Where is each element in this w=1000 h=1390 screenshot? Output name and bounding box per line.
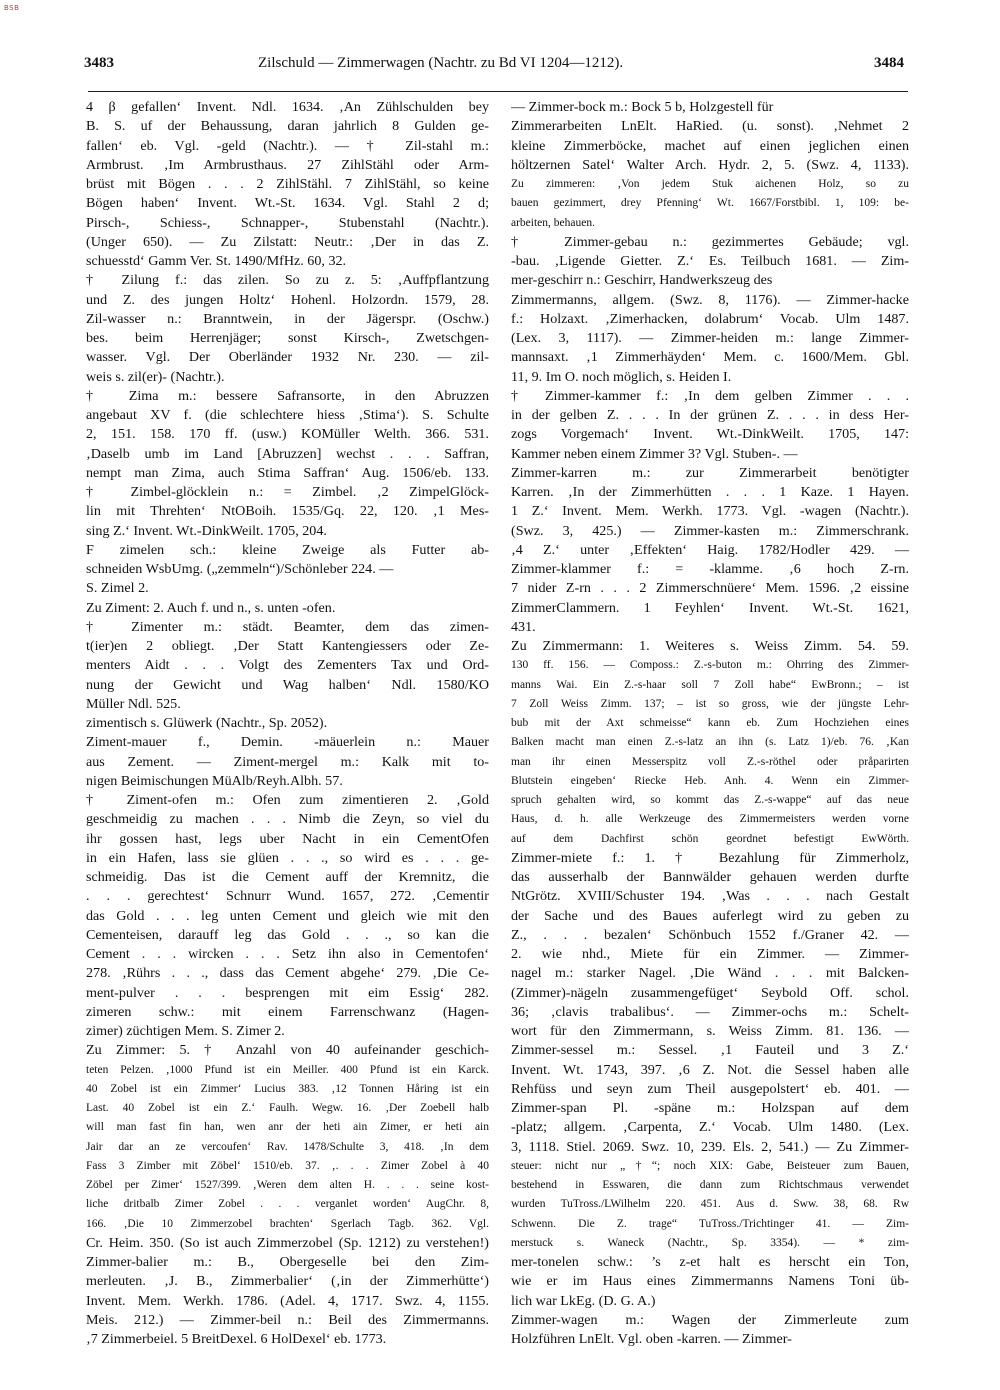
- text-line: nigen Beimischungen MüAlb/Reyh.Albh. 57.: [86, 772, 343, 789]
- text-line: höltzernen Satel‘ Walter Arch. Hydr. 2, 5. (Swz. 4, 1133).: [511, 156, 909, 173]
- text-line: will man fast fin han, wen anr der heti ain Zimer, er heti ain: [86, 1121, 489, 1134]
- text-line: wort für den Zimmermann, s. Weiss Zimm. 81. 136. —: [511, 1023, 909, 1039]
- text-line: wurden TuTross./LWilhelm 220. 451. Aus d. Sww. 38, 68. Rw: [511, 1198, 909, 1211]
- text-line: in der gelben Z. . . . In der grünen Z. . . . in dess Her-: [511, 407, 909, 423]
- text-line: -platz; allgem. ‚Carpenta, Z.‘ Vocab. Ulm 1480. (Lex.: [511, 1119, 909, 1136]
- text-line: 2. wie nhd., Miete für ein Zimmer. — Zimmer-: [511, 946, 909, 962]
- text-line: (Lex. 3, 1117). — Zimmer-heiden m.: lange Zimmer-: [511, 330, 909, 346]
- running-title: Zilschuld — Zimmerwagen (Nachtr. zu Bd VI 1204—1212).: [258, 55, 624, 71]
- text-line: Zu Ziment: 2. Auch f. und n., s. unten -ofen.: [86, 599, 336, 616]
- text-line: Zil-wasser n.: Branntwein, in der Jägerspr. (Oschw.): [86, 310, 489, 327]
- text-line: teten Pelzen. ‚1000 Pfund ist ein Meiller. 400 Pfund ist ein Karck.: [86, 1063, 489, 1076]
- text-line: 130 ff. 156. — Composs.: Z.-s-buton m.: Ohrring des Zimmer-: [511, 659, 909, 672]
- text-line: nempt man Zima, auch Stima Saffran‘ Aug. 1506/eb. 133.: [86, 464, 489, 481]
- text-line: f.: Holzaxt. ‚Zimerhacken, dolabrum‘ Vocab. Ulm 1487.: [511, 310, 909, 327]
- text-line: † Zimmer-gebau n.: gezimmertes Gebäude; vgl.: [511, 233, 909, 250]
- text-line: Zimmer-span Pl. -späne m.: Holzspan auf dem: [511, 1100, 909, 1116]
- text-line: Rehfüss und seyn zum Theil ausgepolstert‘ eb. 401. —: [511, 1080, 909, 1097]
- text-line: 7 Zoll Weiss Zimm. 137; – ist so gross, wie der jüngste Lehr-: [511, 697, 909, 710]
- text-line: Haus, d. h. alle Werkzeuge des Zimmermeisters werden vorne: [511, 813, 909, 826]
- text-line: bestehend in Esswaren, die dann zum Richtschmaus verwendet: [511, 1179, 909, 1191]
- text-line: Cementeisen, darauff leg das Gold . . ., so kan die: [86, 926, 489, 943]
- text-line: Zöbel per Zimer‘ 1527/399. ‚Weren dem alten H. . . . seine kost-: [86, 1179, 489, 1191]
- text-line: Zu Zimmermann: 1. Weiteres s. Weiss Zimm. 54. 59.: [511, 638, 909, 654]
- text-line: 1 Z.‘ Invent. Mem. Werkh. 1773. Vgl. -wagen (Nachtr.).: [511, 503, 909, 520]
- text-line: der Sache und des Baues auferlegt wird zu geben zu: [511, 907, 909, 924]
- text-line: bauen gezimmert, drey Pfenning‘ Wt. 1667/Forstbibl. 1, 109: be-: [511, 197, 909, 210]
- text-line: ‚7 Zimmerbeiel. 5 BreitDexel. 6 HolDexel‘ eb. 1773.: [86, 1331, 387, 1347]
- text-line: Zimmer-wagen m.: Wagen der Zimmerleute zum: [511, 1311, 909, 1328]
- text-line: in ein Hafen, lass sie glüen . . ., so wird es . . . ge-: [86, 849, 489, 866]
- text-line: Last. 40 Zobel ist ein Z.‘ Faulh. Wegw. 16. ‚Der Zoebell halb: [86, 1102, 489, 1114]
- text-line: Schwenn. Die Z. trage“ TuTross./Trichtinger 41. — Zim-: [511, 1217, 909, 1230]
- text-line: Zimmer-balier m.: B., Obergeselle bei den Zim-: [86, 1254, 489, 1270]
- text-line: nagel m.: starker Nagel. ‚Die Wänd . . . mit Balcken-: [511, 965, 909, 982]
- text-line: sing Z.‘ Invent. Wt.-DinkWeilt. 1705, 204.: [86, 522, 327, 539]
- text-line: nung der Gewicht und Wag halben‘ Ndl. 1580/KO: [86, 676, 489, 693]
- text-line: bub mit der Axt schmeisse“ kann eb. Zum Hochziehen eines: [511, 717, 909, 729]
- text-line: spruch gehalten wird, so kommt das Z.-s-wappe“ auf das neue: [511, 794, 909, 806]
- text-line: † Ziment-ofen m.: Ofen zum zimentieren 2. ‚Gold: [86, 792, 489, 808]
- text-line: 278. ‚Rührs . . ., dass das Cement abgehe‘ 279. ‚Die Ce-: [86, 965, 489, 982]
- text-line: Zu Zimmer: 5. † Anzahl von 40 aufeinander geschich-: [86, 1042, 489, 1059]
- text-line: Balken macht man einen Z.-s-latz an ihn (s. Latz 1)/eb. 76. ‚Kan: [511, 736, 909, 749]
- text-line: Bögen haben‘ Invent. Wt.-St. 1634. Vgl. Stahl 2 d;: [86, 195, 489, 212]
- text-line: (Unger 650). — Zu Zilstatt: Neutr.: ‚Der in das Z.: [86, 233, 489, 250]
- text-line: und Z. des jungen Holtz‘ Hohenl. Holzordn. 1579, 28.: [86, 291, 489, 308]
- text-line: F zimelen sch.: kleine Zweige als Futter ab-: [86, 541, 489, 558]
- text-line: schmeidig. Das ist die Cement auff der Kremnitz, die: [86, 869, 489, 885]
- text-line: man ihr einen Messerspitz voll Z.-s-röthel oder pråparirten: [511, 755, 909, 768]
- text-line: lich war LkEg. (D. G. A.): [511, 1292, 656, 1309]
- text-line: Ziment-mauer f., Demin. -mäuerlein n.: Mauer: [86, 734, 489, 751]
- text-line: — Zimmer-bock m.: Bock 5 b, Holzgestell für: [511, 99, 774, 115]
- text-line: Meis. 212.) — Zimmer-beil n.: Beil des Zimmermanns.: [86, 1311, 489, 1328]
- text-line: bes. beim Herrenjäger; sonst Kirsch-, Zwetschgen-: [86, 330, 489, 346]
- text-line: 431.: [511, 618, 536, 635]
- text-line: Blutstein eingeben‘ Riecke Heb. Anh. 4. Wenn ein Zimmer-: [511, 774, 909, 787]
- text-line: Jair dar an ze vercoufen‘ Rav. 1478/Schulte 3, 418. ‚In dem: [86, 1140, 489, 1153]
- text-line: (Swz. 3, 425.) — Zimmer-kasten m.: Zimmerschrank.: [511, 522, 909, 539]
- text-line: 11, 9. Im O. noch möglich, s. Heiden I.: [511, 368, 732, 385]
- text-line: liche dritbalb Zimer Zobel . . . verganlet worden‘ AugChr. 8,: [86, 1198, 489, 1211]
- right-column: [511, 98, 909, 1349]
- text-line: NtGrötz. XVIII/Schuster 194. ‚Was . . . nach Gestalt: [511, 888, 909, 905]
- text-line: Kammer neben einem Zimmer 3? Vgl. Stuben-. —: [511, 445, 798, 462]
- text-line: 2, 151. 158. 170 ff. (usw.) KOMüller Welth. 366. 531.: [86, 426, 489, 443]
- text-line: fallen‘ eb. Vgl. -geld (Nachtr.). — † Zil-stahl m.:: [86, 137, 489, 154]
- text-line: mer-geschirr n.: Geschirr, Handwerkszeug des: [511, 272, 773, 289]
- text-line: Zimmermanns, allgem. (Swz. 8, 1176). — Zimmer-hacke: [511, 291, 909, 308]
- page-number-left: 3483: [84, 55, 114, 71]
- text-line: ment-pulver . . . besprengen mit eim Essig‘ 282.: [86, 984, 489, 1001]
- text-line: steuer: nicht nur „†“; noch XIX: Gabe, Beisteuer zum Bauen,: [511, 1159, 909, 1172]
- text-line: zogs Vorgemach‘ Invent. Wt.-DinkWeilt. 1705, 147:: [511, 426, 909, 443]
- page-number-right: 3484: [874, 55, 904, 71]
- text-line: ZimmerClammern. 1 Feyhlen‘ Invent. Wt.-St. 1621,: [511, 599, 909, 616]
- text-line: auf dem Dachfirst schön geordnet befestigt EwWörth.: [511, 832, 909, 845]
- text-line: † Zilung f.: das zilen. So zu z. 5: ‚Auffpflantzung: [86, 272, 489, 289]
- text-line: zimer) züchtigen Mem. S. Zimer 2.: [86, 1023, 285, 1039]
- text-line: Armbrust. ‚Im Armbrusthaus. 27 ZihlStähl oder Arm-: [86, 156, 489, 173]
- text-line: Müller Ndl. 525.: [86, 695, 181, 712]
- library-stamp: BSB: [4, 4, 20, 12]
- text-line: -bau. ‚Ligende Gietter. Z.‘ Es. Teilbuch 1681. — Zim-: [511, 253, 909, 269]
- text-line: Holzführen LnElt. Vgl. oben -karren. — Zimmer-: [511, 1331, 792, 1347]
- text-line: aus Zement. — Ziment-mergel m.: Kalk mit to-: [86, 753, 489, 770]
- text-line: zimentisch s. Glüwerk (Nachtr., Sp. 2052).: [86, 715, 328, 731]
- text-line: † Zimenter m.: städt. Beamter, dem das zimen-: [86, 618, 489, 635]
- text-line: . . . gerechtest‘ Schnurr Wund. 1657, 272. ‚Cementir: [86, 888, 489, 905]
- text-line: 36; ‚clavis trabalibus‘. — Zimmer-ochs m.: Schelt-: [511, 1003, 909, 1020]
- text-line: Zimmer-karren m.: zur Zimmerarbeit benötigter: [511, 464, 909, 481]
- text-line: † Zimmer-kammer f.: ‚In dem gelben Zimmer . . .: [511, 387, 909, 404]
- text-line: kleine Zimmerböcke, machet auf einen jeglichen einen: [511, 137, 909, 154]
- text-line: Cr. Heim. 350. (So ist auch Zimmerzobel (Sp. 1212) zu verstehen!): [86, 1234, 489, 1251]
- text-line: Cement . . . wircken . . . Setz ihn also in Cementofen‘: [86, 946, 489, 962]
- text-line: t(ier)en 2 obliegt. ‚Der Statt Kantengiessers oder Ze-: [86, 638, 489, 654]
- text-line: manns Wai. Ein Z.-s-haar soll 7 Zoll habe“ EwBronn.; – ist: [511, 678, 909, 691]
- text-line: Z., . . . bezalen‘ Schönbuch 1552 f./Graner 42. —: [511, 926, 909, 943]
- text-line: lin mit Threhten‘ NtOBoih. 1535/Gq. 22, 120. ‚1 Mes-: [86, 503, 489, 520]
- text-line: ihr gossen hast, legs uber Nacht in ein CementOfen: [86, 830, 489, 847]
- text-line: Zimmerarbeiten LnElt. HaRied. (u. sonst). ‚Nehmet 2: [511, 118, 909, 135]
- text-line: Zimmer-klammer f.: = -klamme. ‚6 hoch Z-rn.: [511, 561, 909, 577]
- text-line: schneiden WsbUmg. („zemmeln“)/Schönleber 224. —: [86, 561, 394, 577]
- text-line: mer-tonelen schw.: ’s z-et halt es herscht ein Ton,: [511, 1254, 909, 1270]
- text-line: Karren. ‚In der Zimmerhütten . . . 1 Kaze. 1 Hayen.: [511, 484, 909, 500]
- text-line: † Zima m.: bessere Safransorte, in den Abruzzen: [86, 387, 489, 404]
- text-line: 166. ‚Die 10 Zimmerzobel brachten‘ Sgerlach Tagb. 362. Vgl.: [86, 1217, 489, 1230]
- text-line: B. S. uf der Behaussung, daran jahrlich 8 Gulden ge-: [86, 118, 489, 135]
- text-line: menters Aidt . . . Volgt des Zementers Tax und Ord-: [86, 657, 489, 674]
- text-line: † Zimbel-glöcklein n.: = Zimbel. ‚2 ZimpelGlöck-: [86, 484, 489, 500]
- text-line: 3, 1118. Stiel. 2069. Swz. 10, 239. Els. 2, 541.) — Zu Zimmer-: [511, 1138, 909, 1155]
- text-line: merleuten. ‚J. B., Zimmerbalier‘ (‚in der Zimmerhütte‘): [86, 1273, 489, 1290]
- text-line: das Gold . . . leg unten Cement und gleich wie mit den: [86, 907, 489, 924]
- left-column: [86, 98, 489, 1349]
- text-line: angebaut XV f. (die schlechtere hiess ‚Stima‘). S. Schulte: [86, 407, 489, 423]
- text-line: 40 Zobel ist ein Zimmer‘ Lucius 383. ‚12 Tonnen Håring ist ein: [86, 1082, 489, 1095]
- text-line: S. Zimel 2.: [86, 580, 149, 597]
- text-line: arbeiten, behauen.: [511, 216, 595, 229]
- text-line: mannsaxt. ‚1 Zimmerhäyden‘ Mem. c. 1600/Mem. Gbl.: [511, 349, 909, 366]
- text-line: Fass 3 Zimber mit Zöbel‘ 1510/eb. 37. ‚. . . Zimer Zobel à 40: [86, 1159, 489, 1172]
- text-line: ‚Daselb umb im Land [Abruzzen] wechst . . . Saffran,: [86, 445, 489, 462]
- header-rule: [88, 91, 908, 92]
- text-line: brüst mit Bögen . . . 2 ZihlStähl. 7 ZihlStähl, so keine: [86, 176, 489, 192]
- text-line: Pirsch-, Schiess-, Schnapper-, Stubenstahl (Nachtr.).: [86, 214, 489, 231]
- text-line: Invent. Wt. 1743, 397. ‚6 Z. Not. die Sessel haben alle: [511, 1061, 909, 1078]
- text-line: geschmeidig zu machen . . . Nimb die Zeyn, so viel du: [86, 811, 489, 828]
- text-line: 7 nider Z-rn . . . 2 Zimmerschnüere‘ Mem. 1596. ‚2 eissine: [511, 580, 909, 597]
- text-line: Zu zimmeren: ‚Von jedem Stuk aichenen Holz, so zu: [511, 178, 909, 190]
- text-line: wasser. Vgl. Der Oberländer 1932 Nr. 230. — zil-: [86, 349, 489, 366]
- text-line: weis s. zil(er)- (Nachtr.).: [86, 368, 225, 385]
- text-line: ‚4 Z.‘ unter ‚Effekten‘ Haig. 1782/Hodler 429. —: [511, 541, 909, 558]
- text-line: Zimmer-sessel m.: Sessel. ‚1 Fauteil und 3 Z.‘: [511, 1042, 909, 1059]
- text-line: 4 β gefallen‘ Invent. Ndl. 1634. ‚An Zühlschulden bey: [86, 99, 489, 115]
- text-line: Zimmer-miete f.: 1. † Bezahlung für Zimmerholz,: [511, 849, 909, 866]
- text-line: merstuck s. Waneck (Nachtr., Sp. 3354). — * zim-: [511, 1236, 909, 1249]
- page-header: [0, 55, 1000, 79]
- text-line: zimeren schw.: mit einem Farrenschwanz (Hagen-: [86, 1003, 489, 1020]
- text-line: Invent. Mem. Werkh. 1786. (Adel. 4, 1717. Swz. 4, 1155.: [86, 1292, 489, 1309]
- text-line: (Zimmer)-nägeln zusammengefüget‘ Seybold Off. schol.: [511, 984, 909, 1001]
- text-line: das ausserhalb der Bannwälder gehauen werden durfte: [511, 869, 909, 885]
- text-line: schuesstd‘ Gamm Ver. St. 1490/MfHz. 60, 32.: [86, 253, 347, 269]
- text-line: wie er im Haus eines Zimmermanns Namens Toni üb-: [511, 1273, 909, 1290]
